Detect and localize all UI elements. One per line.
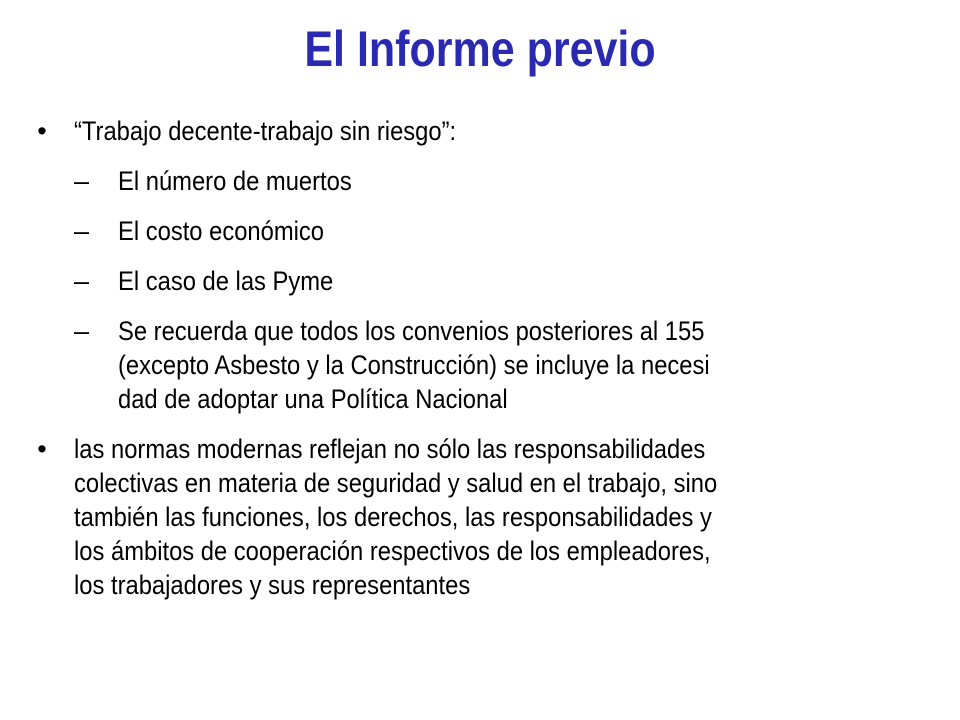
bullet-item-1 <box>32 114 932 416</box>
slide-title: El Informe previo <box>304 21 656 77</box>
text-line: El costo económico <box>118 216 325 246</box>
text-line: El número de muertos <box>118 166 352 196</box>
sub-item-4 <box>74 314 932 416</box>
text-line: las normas modernas reflejan no sólo las responsabilidades <box>74 434 706 464</box>
dash-mark: – <box>74 266 90 296</box>
text-line: “Trabajo decente-trabajo sin riesgo”: <box>74 116 457 146</box>
text-line: Se recuerda que todos los convenios posteriores al 155 <box>118 316 705 346</box>
text-line: colectivas en materia de seguridad y salud en el trabajo, sino <box>74 468 718 498</box>
text-line: también las funciones, los derechos, las responsabilidades y <box>74 502 712 532</box>
dash-mark: – <box>74 216 90 246</box>
sub-item-2 <box>74 214 932 248</box>
bullet-mark: • <box>37 116 47 146</box>
text-line: dad de adoptar una Política Nacional <box>118 384 508 414</box>
bullet-text <box>74 114 919 148</box>
bullet-mark: • <box>37 434 47 464</box>
bullet-text <box>74 432 919 602</box>
text-line: los ámbitos de cooperación respectivos de los empleadores, <box>74 536 711 566</box>
sub-item-3 <box>74 264 932 298</box>
text-line: los trabajadores y sus representantes <box>74 570 471 600</box>
dash-mark: – <box>74 166 90 196</box>
text-line: (excepto Asbesto y la Construcción) se incluye la necesi <box>118 350 710 380</box>
text-line: El caso de las Pyme <box>118 266 334 296</box>
sub-item-1 <box>74 164 932 198</box>
bullet-item-2 <box>32 432 932 602</box>
sub-item-text <box>118 264 892 298</box>
sub-item-text <box>118 164 892 198</box>
sub-item-text <box>118 314 892 416</box>
slide-body <box>32 114 932 618</box>
dash-mark: – <box>74 316 90 346</box>
sub-list <box>74 164 932 416</box>
sub-item-text <box>118 214 892 248</box>
